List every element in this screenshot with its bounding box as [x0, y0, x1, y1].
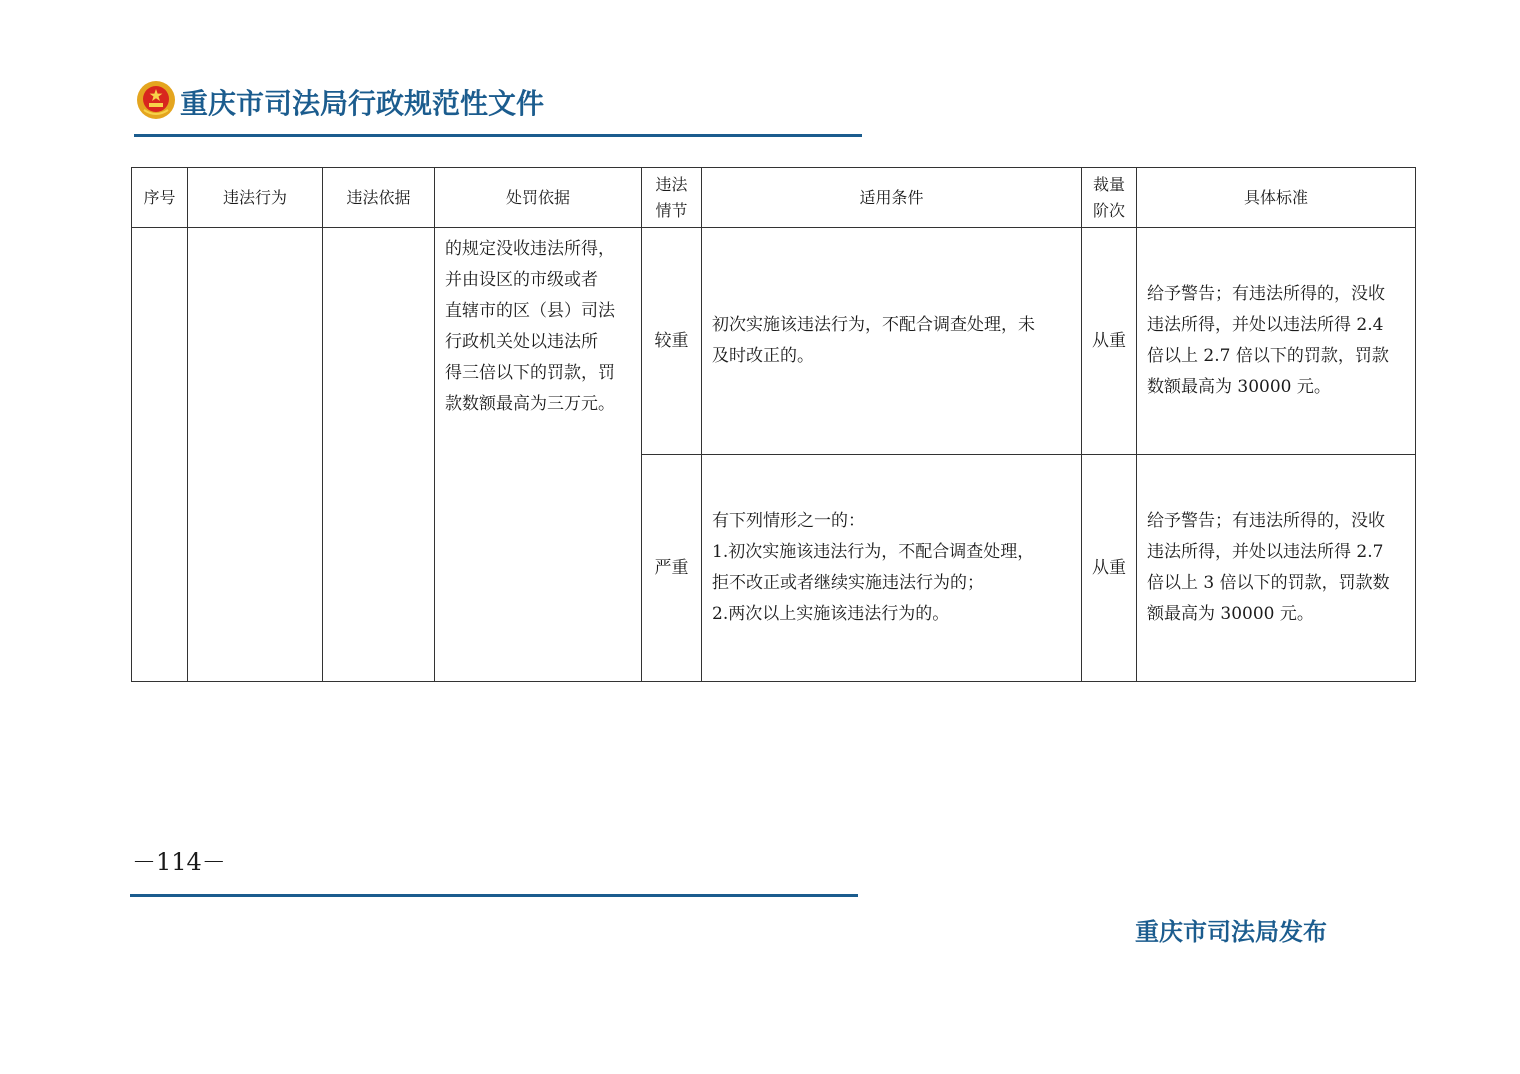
table-header-row: [132, 168, 1416, 228]
page-number: －114－: [132, 848, 226, 876]
header-level-line1: 裁量: [1092, 174, 1125, 194]
header-penalty-basis: 处罚依据: [435, 168, 642, 228]
standard-line: 给予警告；有违法所得的，没收: [1147, 511, 1385, 531]
header-level: [1082, 168, 1137, 228]
cell-condition: [702, 455, 1082, 682]
penalty-basis-line: 的规定没收违法所得，: [445, 239, 615, 259]
standard-line: 违法所得，并处以违法所得 2.7: [1147, 542, 1384, 562]
document-header: [134, 78, 862, 140]
header-legal-basis: 违法依据: [323, 168, 435, 228]
penalty-discretion-table: [131, 167, 1416, 682]
standard-line: 倍以上 2.7 倍以下的罚款，罚款: [1147, 346, 1389, 366]
header-circumstance: [642, 168, 702, 228]
standard-line: 额最高为 30000 元。: [1147, 604, 1314, 624]
footer-publisher: 重庆市司法局发布: [1135, 918, 1327, 946]
cell-circumstance: 严重: [642, 455, 702, 682]
header-standard: 具体标准: [1137, 168, 1416, 228]
cell-standard: [1137, 455, 1416, 682]
header-divider: [134, 134, 862, 137]
header-condition: 适用条件: [702, 168, 1082, 228]
footer-divider: [130, 894, 858, 897]
cell-seq: [132, 228, 188, 682]
penalty-basis-line: 直辖市的区（县）司法: [445, 301, 615, 321]
cell-penalty-basis: [435, 228, 642, 682]
condition-line: 拒不改正或者继续实施违法行为的；: [712, 573, 984, 593]
standard-line: 违法所得，并处以违法所得 2.4: [1147, 315, 1384, 335]
national-emblem-icon: [136, 80, 176, 120]
header-title: 重庆市司法局行政规范性文件: [180, 87, 545, 120]
cell-circumstance: 较重: [642, 228, 702, 455]
condition-line: 有下列情形之一的：: [712, 511, 865, 531]
cell-level: 从重: [1082, 455, 1137, 682]
condition-line: 2.两次以上实施该违法行为的。: [712, 604, 950, 624]
header-seq: 序号: [132, 168, 188, 228]
condition-line: 及时改正的。: [712, 346, 814, 366]
standard-line: 给予警告；有违法所得的，没收: [1147, 284, 1385, 304]
condition-line: 初次实施该违法行为，不配合调查处理，未: [712, 315, 1035, 335]
cell-level: 从重: [1082, 228, 1137, 455]
cell-behavior: [188, 228, 323, 682]
penalty-basis-line: 并由设区的市级或者: [445, 270, 598, 290]
penalty-basis-line: 得三倍以下的罚款，罚: [445, 363, 615, 383]
header-circumstance-line2: 情节: [655, 200, 688, 220]
cell-legal-basis: [323, 228, 435, 682]
header-behavior: 违法行为: [188, 168, 323, 228]
table-row: [132, 228, 1416, 455]
header-level-line2: 阶次: [1092, 200, 1125, 220]
condition-line: 1.初次实施该违法行为，不配合调查处理，: [712, 542, 1035, 562]
cell-standard: [1137, 228, 1416, 455]
header-circumstance-line1: 违法: [655, 174, 688, 194]
cell-condition: [702, 228, 1082, 455]
penalty-basis-line: 行政机关处以违法所: [445, 332, 598, 352]
standard-line: 数额最高为 30000 元。: [1147, 377, 1331, 397]
penalty-basis-line: 款数额最高为三万元。: [445, 394, 615, 414]
standard-line: 倍以上 3 倍以下的罚款，罚款数: [1147, 573, 1390, 593]
